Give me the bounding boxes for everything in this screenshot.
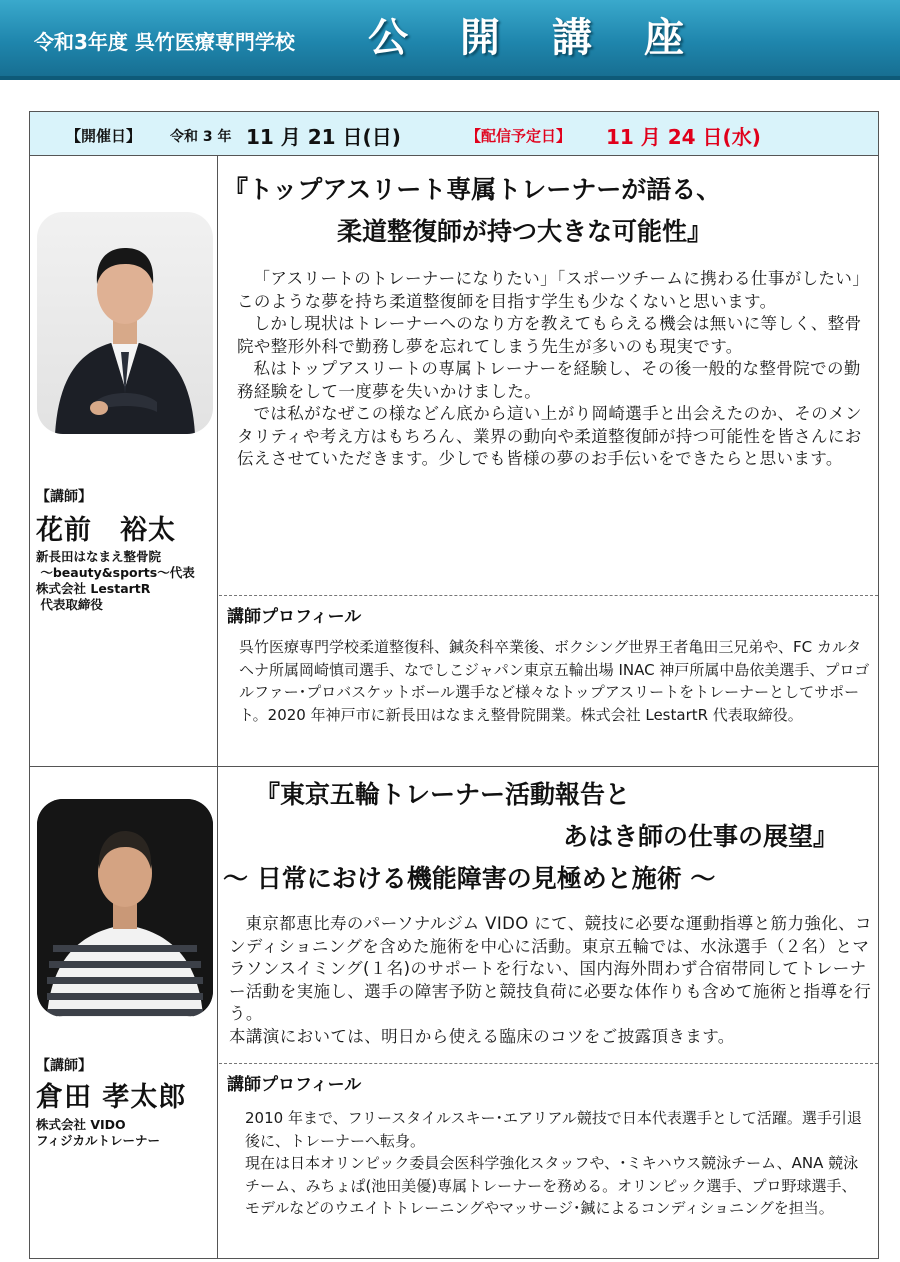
profile-paragraph: 2010 年まで、フリースタイルスキー･エアリアル競技で日本代表選手として活躍。選手引退後に、トレーナーへ転身。 bbox=[245, 1109, 862, 1150]
header-banner bbox=[0, 0, 900, 80]
lecturer-photo bbox=[37, 212, 213, 434]
description-paragraph: 東京都恵比寿のパーソナルジム VIDO にて、競技に必要な運動指導と筋力強化、コンディショニングを含めた施術を中心に活動。東京五輪では、水泳選手（２名）とマラソンスイミング(１名)のサポートを行ない、国内海外問わず合宿帯同してトレーナー活動を実施し、選手の障害予防と競技負荷に必要な体作りも含めて施術と指導を行う。 bbox=[229, 914, 872, 1023]
description-paragraph: 「アスリートのトレーナーになりたい」「スポーツチームに携わる仕事がしたい」このような夢を持ち柔道整復師を目指す学生も少なくないと思います。 bbox=[237, 269, 870, 311]
lecturer-name: 花前 裕太 bbox=[36, 515, 176, 546]
section-divider bbox=[219, 595, 878, 596]
lecture-title-line1: 『東京五輪トレーナー活動報告と bbox=[255, 780, 631, 809]
lecturer-photo bbox=[37, 799, 213, 1017]
lecture-title-line2: あはき師の仕事の展望』 bbox=[563, 822, 839, 851]
stream-date: 11 月 24 日(水) bbox=[606, 125, 761, 149]
date-bar bbox=[30, 112, 878, 156]
description-paragraph: 私はトップアスリートの専属トレーナーを経験し、その後一般的な整骨院での勤務経験をして一度夢を失いかけました。 bbox=[237, 359, 861, 401]
lecturer-column bbox=[30, 767, 218, 1258]
event-date-era: 令和 3 年 bbox=[170, 129, 232, 145]
lecturer-affiliation: 株式会社 VIDO フィジカルトレーナー bbox=[36, 1117, 161, 1148]
lecture-title-line1: 『トップアスリート専属トレーナーが語る、 bbox=[223, 175, 722, 204]
description-paragraph: 本講演においては、明日から使える臨床のコツをご披露頂きます。 bbox=[229, 1026, 735, 1046]
lecturer-affiliation: 新長田はなまえ整骨院 ～beauty&sports～代表 株式会社 LestartR 代表取締役 bbox=[36, 549, 195, 612]
profile-text bbox=[245, 1107, 871, 1220]
lecture-title-line2: 柔道整復師が持つ大きな可能性』 bbox=[337, 217, 713, 246]
lecture-content bbox=[219, 767, 878, 1258]
lecture-description bbox=[237, 268, 873, 471]
page-title: 公開講座 bbox=[368, 14, 736, 61]
school-name: 令和3年度 呉竹医療専門学校 bbox=[34, 30, 295, 54]
lecturer-column bbox=[30, 156, 218, 766]
lecture-section-2 bbox=[30, 767, 878, 1258]
lecture-content bbox=[219, 156, 878, 766]
profile-heading: 講師プロフィール bbox=[227, 607, 362, 627]
stream-date-label: 【配信予定日】 bbox=[466, 127, 572, 145]
lecturer-tag: 【講師】 bbox=[36, 489, 92, 505]
profile-paragraph: 現在は日本オリンピック委員会医科学強化スタッフや、･ミキハウス競泳チーム、ANA 競泳チーム、みちょぱ(池田美優)専属トレーナーを務める。オリンピック選手、プロ野球選手、モデルなどのウエイトトレーニングやマッサージ･鍼によるコンディショニングを担当。 bbox=[245, 1154, 859, 1217]
main-table bbox=[29, 111, 879, 1259]
profile-heading: 講師プロフィール bbox=[227, 1075, 362, 1095]
lecture-section-1 bbox=[30, 156, 878, 767]
event-date: 11 月 21 日(日) bbox=[246, 125, 401, 149]
lecture-subtitle: ～ 日常における機能障害の見極めと施術 ～ bbox=[223, 864, 716, 893]
lecturer-tag: 【講師】 bbox=[36, 1058, 92, 1074]
description-paragraph: では私がなぜこの様などん底から這い上がり岡崎選手と出会えたのか、そのメンタリティや考え方はもちろん、業界の動向や柔道整復師が持つ可能性を皆さんにお伝えさせていただきます。少しでも皆様の夢のお手伝いをできたらと思います。 bbox=[237, 404, 862, 468]
lecture-description bbox=[229, 913, 873, 1048]
lecturer-name: 倉田 孝太郎 bbox=[36, 1082, 187, 1113]
profile-text: 呉竹医療専門学校柔道整復科、鍼灸科卒業後、ボクシング世界王者亀田三兄弟や、FC カルタヘナ所属岡崎慎司選手、なでしこジャパン東京五輪出場 INAC 神戸所属中島依美選手、プロゴルファー･プロバスケットボール選手など様々なトップアスリートをトレーナーとしてサポート。2020 年神戸市に新長田はなまえ整骨院開業。株式会社 LestartR 代表取締役。 bbox=[239, 638, 870, 724]
event-date-label: 【開催日】 bbox=[66, 127, 142, 145]
section-divider bbox=[219, 1063, 878, 1064]
description-paragraph: しかし現状はトレーナーへのなり方を教えてもらえる機会は無いに等しく、整骨院や整形外科で勤務し夢を忘れてしまう先生が多いのも現実です。 bbox=[237, 314, 862, 356]
